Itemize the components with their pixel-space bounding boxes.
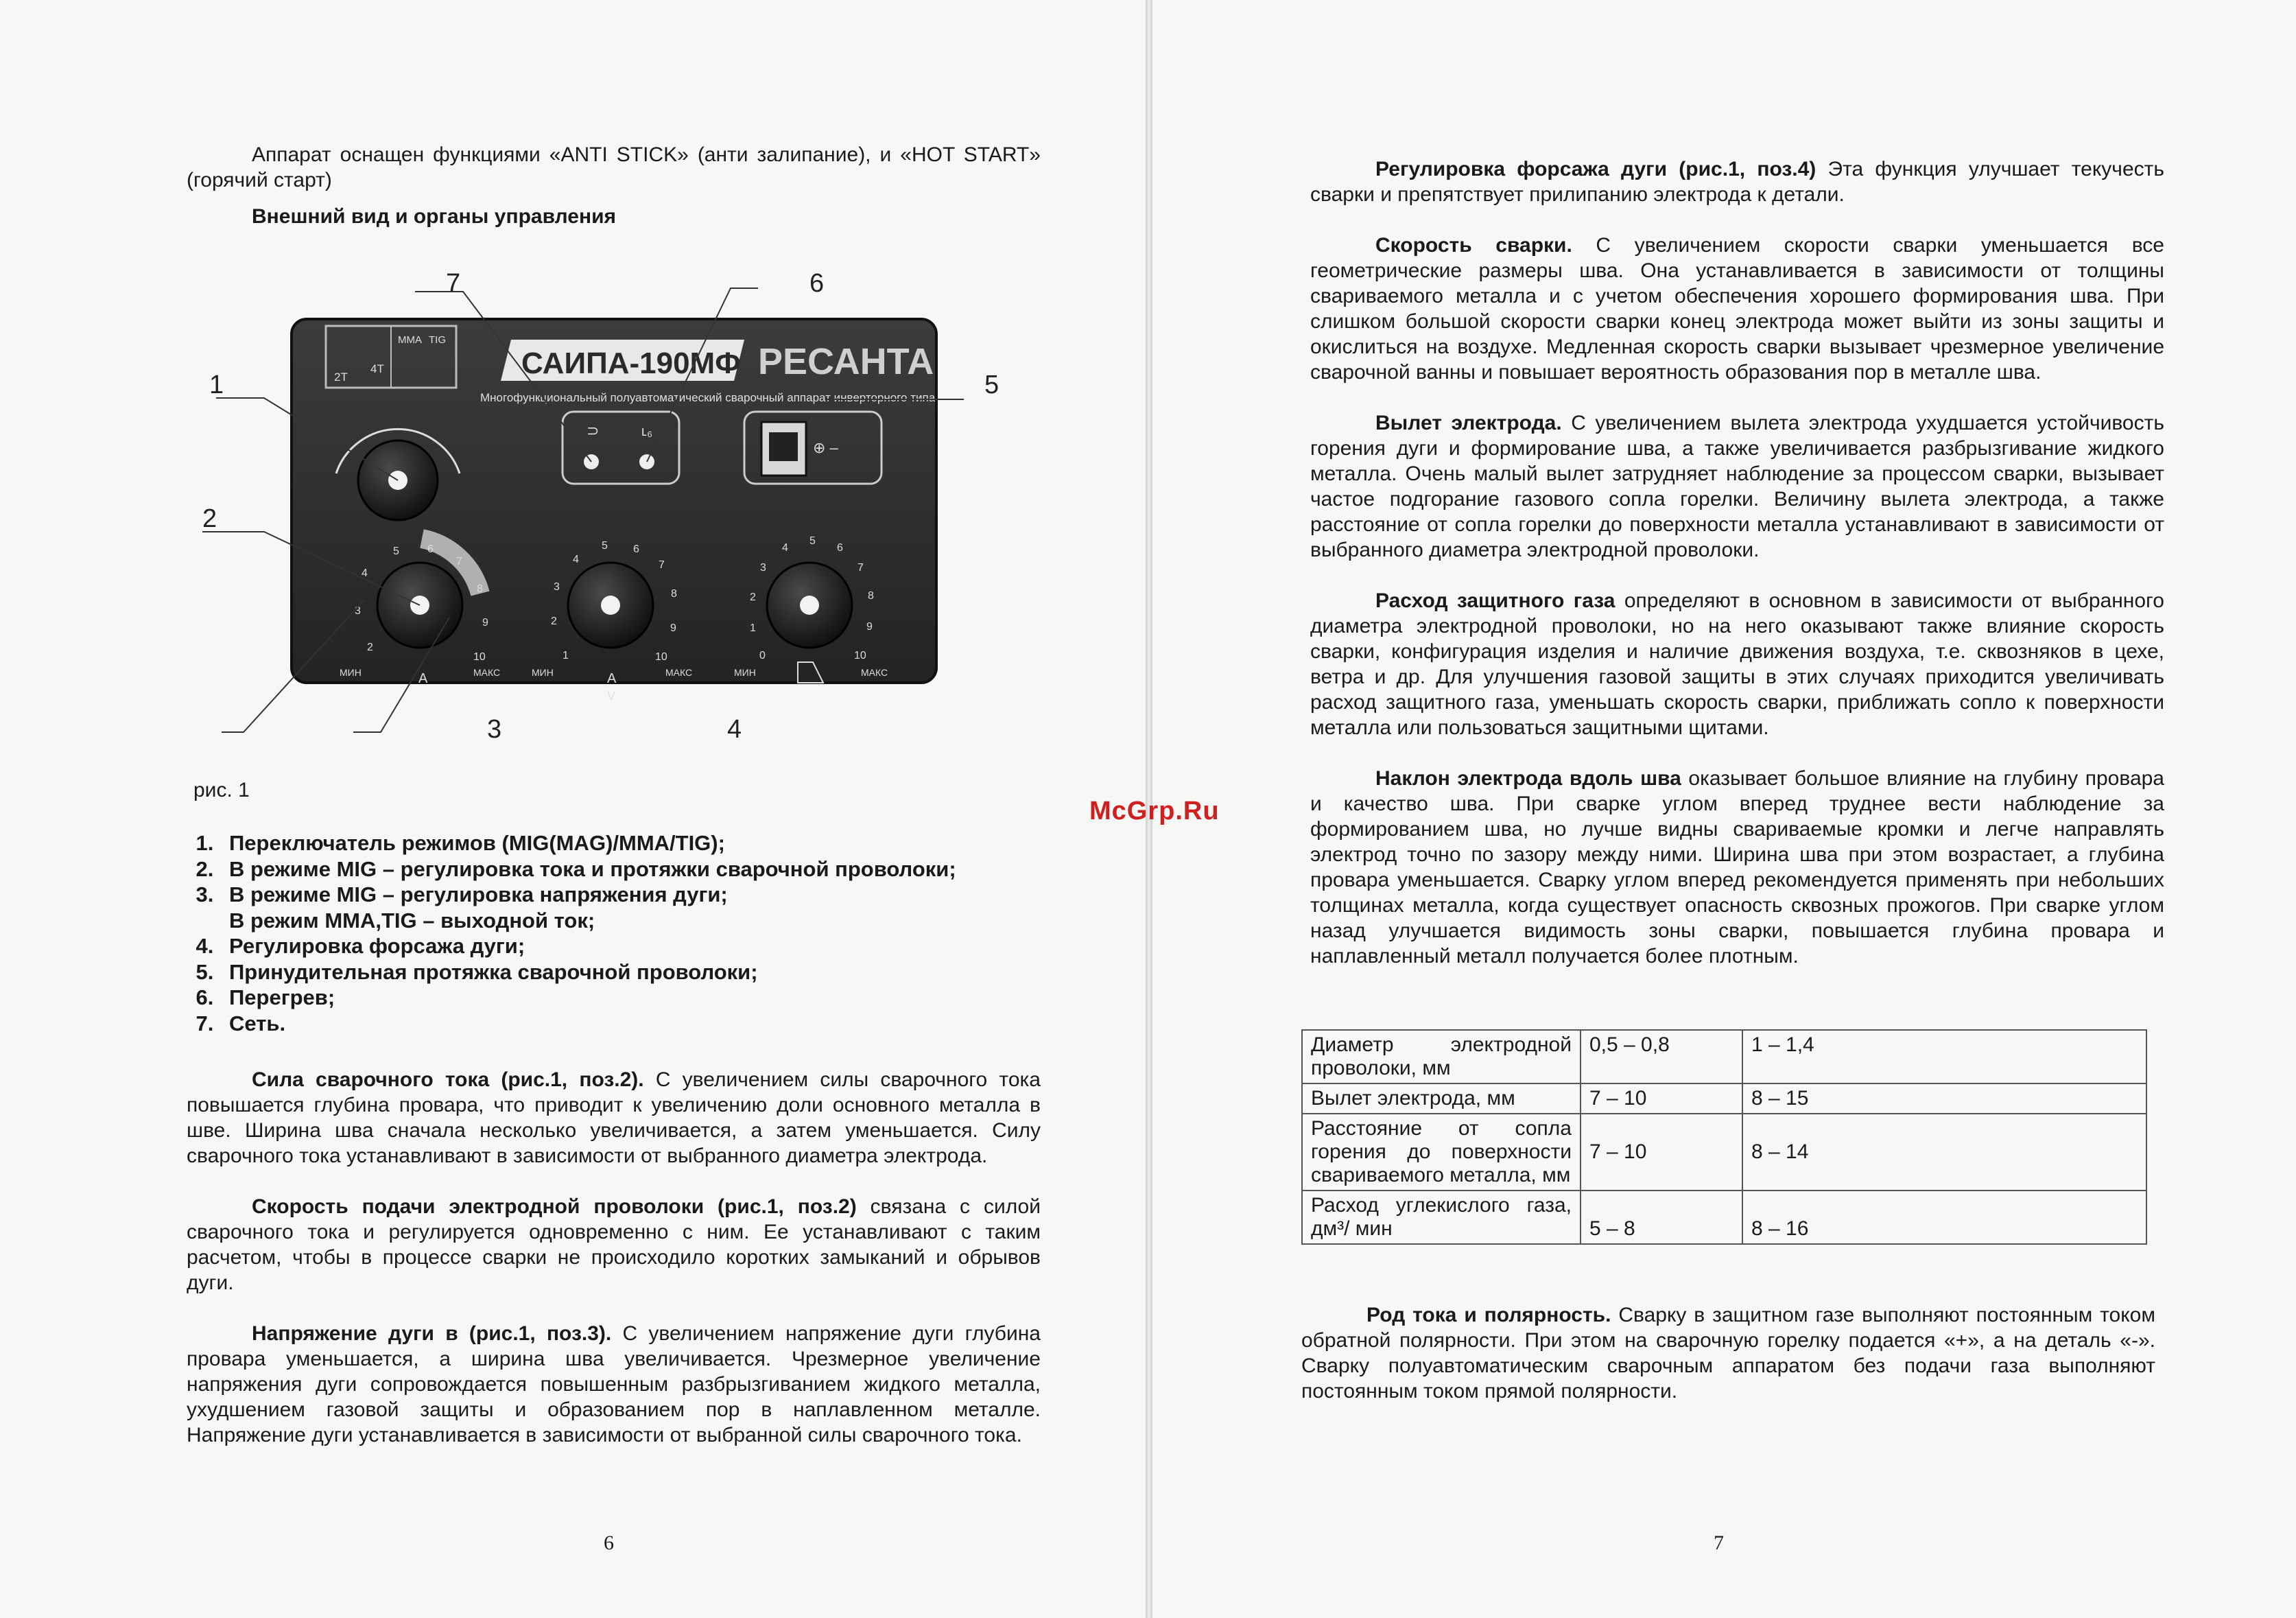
paragraph: Скорость подачи электродной проволоки (рис.1, поз.2) связана с силой сварочного тока и регулируется одновременно с ним. Ее устанавливают с таким расчетом, чтобы в процессе сварки не происходило коротких замыканий и обрывов дуги.	[187, 1195, 1041, 1294]
control-panel-figure	[175, 271, 1053, 782]
svg-text:6: 6	[427, 543, 434, 555]
right-body-text	[1310, 156, 2164, 969]
panel-subtitle: Многофункциональный полуавтоматический сварочный аппарат инверторного типа	[480, 391, 936, 404]
table-row: Расстояние от сопла горения до поверхности свариваемого металла, мм 7 – 10 8 – 14	[1302, 1114, 2146, 1191]
svg-text:4: 4	[573, 554, 579, 565]
svg-text:10: 10	[655, 651, 667, 663]
callout-3: 3	[487, 715, 502, 744]
intro-paragraph: Аппарат оснащен функциями «ANTI STICK» (анти залипание), и «HOT START» (горячий старт)	[187, 143, 1041, 191]
paragraph: Напряжение дуги в (рис.1, поз.3). С увеличением напряжение дуги глубина провара уменьшается, а ширина шва увеличивается. Чрезмерное увеличение напряжения дуги сопровождается повышенным разбрызгиванием жидкого металла, ухудшением газовой защиты и образованием пор в наплавленном металле. Напряжение дуги устанавливается в зависимости от выбранной силы сварочного тока.	[187, 1322, 1041, 1446]
svg-text:2: 2	[551, 615, 557, 627]
svg-text:5: 5	[393, 546, 399, 557]
brand-logo: РЕСАНТА	[758, 341, 934, 382]
paragraph: Род тока и полярность. Сварку в защитном газе выполняют постоянным током обратной полярности. При этом на сварочную горелку подается «+», а на деталь «-». Сварку полуавтоматическим сварочным аппаратом без подачи газа выполняют постоянным током прямой полярности.	[1301, 1304, 2155, 1403]
legend-item: 5. Принудительная протяжка сварочной проволоки;	[220, 959, 1111, 985]
legend-list	[193, 830, 1111, 1036]
svg-text:0: 0	[759, 650, 766, 661]
left-intro	[187, 142, 1041, 229]
table-row: Диаметр электродной проволоки, мм 0,5 – 0,8 1 – 1,4	[1302, 1030, 2146, 1083]
svg-text:МИН: МИН	[340, 667, 362, 678]
svg-text:3: 3	[355, 605, 361, 617]
section-title: Внешний вид и органы управления	[252, 205, 617, 228]
paragraph: Регулировка форсажа дуги (рис.1, поз.4) Эта функция улучшает текучесть сварки и препятствует прилипанию электрода к детали.	[1310, 158, 2164, 206]
svg-text:10: 10	[473, 651, 486, 663]
svg-text:6: 6	[837, 542, 843, 554]
svg-text:7: 7	[857, 562, 864, 574]
svg-text:А: А	[418, 671, 428, 686]
svg-text:3: 3	[760, 562, 766, 574]
svg-text:ʟ₆: ʟ₆	[641, 424, 653, 439]
brand-model: САИПА-190МФ	[521, 347, 741, 380]
svg-text:2: 2	[367, 642, 373, 653]
svg-text:А: А	[607, 671, 617, 686]
svg-text:6: 6	[633, 543, 639, 555]
parameters-table	[1301, 1029, 2147, 1245]
watermark: McGrp.Ru	[1089, 797, 1220, 825]
mode-label-tig: TIG	[429, 334, 446, 346]
svg-text:1: 1	[750, 622, 756, 634]
paragraph: Расход защитного газа определяют в основном в зависимости от выбранного диаметра электродной проволоки, но на него оказывают также влияние скорость сварки, конфигурация изделия и наличие движения воздуха, т.е. сквозняков в цехе, ветра и др. Для улучшения газовой защиты в этих случаях приходится увеличивать расход защитного газа, уменьшать скорость сварки, приближать сопло к поверхности металла или пользоваться защитными щитами.	[1310, 589, 2164, 739]
svg-text:1: 1	[563, 650, 569, 661]
svg-text:8: 8	[671, 588, 677, 600]
mode-label-2t: 2T	[334, 371, 348, 384]
paragraph: Наклон электрода вдоль шва оказывает большое влияние на глубину провара и качество шва. При сварке углом вперед труднее вести наблюдение за формированием шва, но лучше видны свариваемые кромки и легче направлять электрод точно по зазору между ними. Ширина шва при этом возрастает, а глубина провара уменьшается. Сварку углом вперед рекомендуется применять при небольших толщинах металла, когда существует опасность сквозных прожогов. При сварке углом назад улучшается видимость зоны сварки, повышается глубина провара и наплавленный металл получается более плотным.	[1310, 767, 2164, 968]
svg-text:МИН: МИН	[734, 667, 756, 678]
svg-text:3: 3	[554, 581, 560, 593]
svg-text:⊃: ⊃	[587, 422, 600, 439]
legend-item: 2. В режиме MIG – регулировка тока и протяжки сварочной проволоки;	[220, 856, 1111, 882]
callout-1: 1	[209, 371, 224, 399]
paragraph: Сила сварочного тока (рис.1, поз.2). С увеличением силы сварочного тока повышается глубина провара, что приводит к увеличению доли основного металла в шве. Ширина шва сначала несколько увеличивается, а затем уменьшается. Силу сварочного тока устанавливают в зависимости от выбранного диаметра электрода.	[187, 1068, 1041, 1167]
svg-text:МАКС: МАКС	[473, 667, 501, 678]
callout-5: 5	[984, 371, 999, 399]
callout-2: 2	[202, 504, 217, 533]
svg-text:8: 8	[868, 590, 874, 602]
svg-text:V: V	[607, 689, 616, 703]
mode-label-4t: 4T	[370, 362, 384, 375]
paragraph: Скорость сварки. С увеличением скорости сварки уменьшается все геометрические размеры шва. Она устанавливается в зависимости от толщины свариваемого металла и с учетом обеспечения хорошего формирования шва. При слишком большой скорости сварки конец электрода может выйти из зоны защиты и окислиться на воздухе. Медленная скорость сварки вызывает чрезмерное увеличение сварочной ванны и повышает вероятность образования пор в металле шва.	[1310, 234, 2164, 384]
svg-text:7: 7	[456, 556, 462, 567]
right-bottom-text	[1301, 1302, 2155, 1404]
table-row: Вылет электрода, мм 7 – 10 8 – 15	[1302, 1083, 2146, 1114]
svg-text:⊕ –: ⊕ –	[813, 439, 838, 456]
figure-caption: рис. 1	[193, 779, 250, 801]
svg-text:7: 7	[659, 559, 665, 571]
svg-text:10: 10	[854, 650, 866, 661]
svg-text:4: 4	[782, 542, 788, 554]
svg-text:9: 9	[670, 622, 676, 634]
svg-text:МАКС: МАКС	[861, 667, 888, 678]
page-number-right: 7	[1714, 1532, 1724, 1554]
callout-4: 4	[727, 715, 742, 744]
paragraph: Вылет электрода. С увеличением вылета электрода ухудшается устойчивость горения дуги и формирование шва, а также увеличивается разбрызгивание жидкого металла. Очень малый вылет затрудняет наблюдение за процессом сварки, вызывает частое подгорание газового сопла горелки. Величину вылета электрода, а также расстояние от сопла горелки до поверхности металла устанавливают в зависимости от выбранного диаметра электродной проволоки.	[1310, 412, 2164, 561]
svg-text:МИН: МИН	[532, 667, 554, 678]
svg-text:5: 5	[809, 535, 816, 547]
page-number-left: 6	[604, 1532, 614, 1554]
mode-label-mma: MMA	[398, 334, 422, 346]
left-body-text	[187, 1067, 1041, 1448]
svg-text:5: 5	[602, 540, 608, 552]
legend-item: 6. Перегрев;	[220, 985, 1111, 1011]
callout-7: 7	[446, 271, 461, 298]
legend-item: 4. Регулировка форсажа дуги;	[220, 933, 1111, 959]
svg-text:9: 9	[866, 621, 873, 633]
svg-text:4: 4	[362, 567, 368, 579]
svg-text:2: 2	[750, 591, 756, 603]
legend-item: 1. Переключатель режимов (MIG(MAG)/MMA/TIG);	[220, 830, 1111, 856]
legend-item: 3. В режиме MIG – регулировка напряжения дуги; В режим MMA,TIG – выходной ток;	[220, 882, 1111, 933]
legend-item: 7. Сеть.	[220, 1011, 1111, 1037]
callout-6: 6	[809, 271, 825, 298]
svg-text:8: 8	[477, 583, 483, 595]
svg-text:9: 9	[482, 617, 488, 629]
svg-text:МАКС: МАКС	[665, 667, 693, 678]
table-row: Расход углекислого газа, дм³/ мин 5 – 8 8 – 16	[1302, 1191, 2146, 1244]
